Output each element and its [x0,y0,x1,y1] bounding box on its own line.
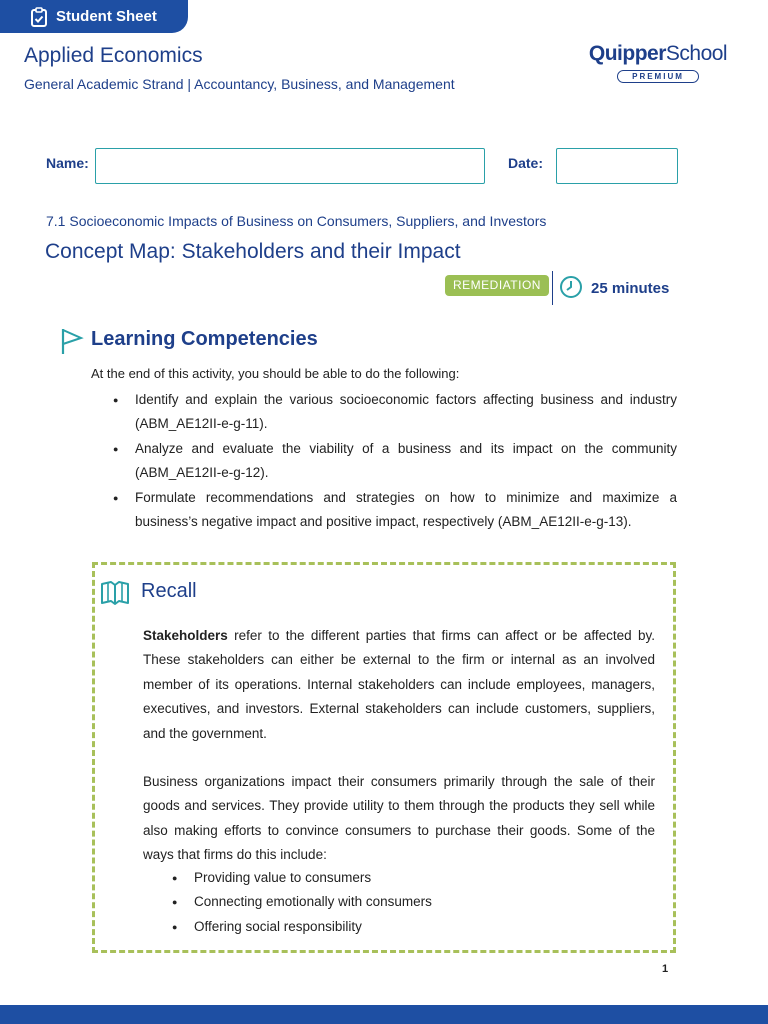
recall-paragraph-1-text: refer to the different parties that firms can affect or be affected by. These stakeholders can either be external to the firm or internal as an involved member of its operations. Internal stakeholders can include employees, managers, executives, and investors. External stakeholders can include customers, suppliers, and the government. [143,628,655,741]
list-item: ● Connecting emotionally with consumers [172,890,432,914]
brand-name-regular: School [665,42,728,65]
tab-label: Student Sheet [56,8,157,25]
name-label: Name: [46,155,89,171]
brand-tier: PREMIUM [617,70,699,83]
duration: 25 minutes [591,280,670,297]
brand-name-bold: Quipper [588,42,666,65]
date-label: Date: [508,155,544,171]
clipboard-check-icon [30,7,48,27]
list-item: ● Offering social responsibility [172,915,432,939]
name-field[interactable] [95,148,485,184]
clock-icon [559,275,583,299]
remediation-badge: REMEDIATION [445,275,549,296]
recall-paragraph-1 [143,624,655,746]
strand-subtitle: General Academic Strand | Accountancy, Business, and Management [24,76,455,92]
list-item: ● Providing value to consumers [172,866,432,890]
activity-title: Concept Map: Stakeholders and their Impact [45,240,461,263]
list-item: ● Identify and explain the various socioeconomic factors affecting business and industry (ABM_AE12II-e-g-11). [113,388,677,436]
stakeholders-term: Stakeholders [143,628,228,643]
recall-list [172,866,432,939]
footer-bar [0,1005,768,1024]
learning-competencies-heading: Learning Competencies [91,328,318,350]
badge-divider [552,271,553,305]
list-item: ● Formulate recommendations and strategies on how to minimize and maximize a business’s negative impact and positive impact, respectively (ABM_AE12II-e-g-13). [113,486,677,534]
brand-logo [586,42,730,84]
date-field[interactable] [556,148,678,184]
subject-title: Applied Economics [24,44,203,67]
page-number: 1 [662,963,669,975]
topic-subtitle: 7.1 Socioeconomic Impacts of Business on Consumers, Suppliers, and Investors [46,213,547,229]
recall-heading: Recall [141,580,197,602]
open-book-icon [100,580,130,606]
flag-icon [60,327,84,355]
learning-competencies-list [113,388,677,535]
student-sheet-tab [0,0,188,33]
list-item: ● Analyze and evaluate the viability of a business and its impact on the community (ABM_AE12II-e-g-12). [113,437,677,485]
learning-competencies-intro: At the end of this activity, you should be able to do the following: [91,366,460,381]
recall-paragraph-2: Business organizations impact their consumers primarily through the sale of their goods and services. They provide utility to them through the products they sell while also making efforts to convince consumers to purchase their goods. Some of the ways that firms do this include: [143,774,655,863]
